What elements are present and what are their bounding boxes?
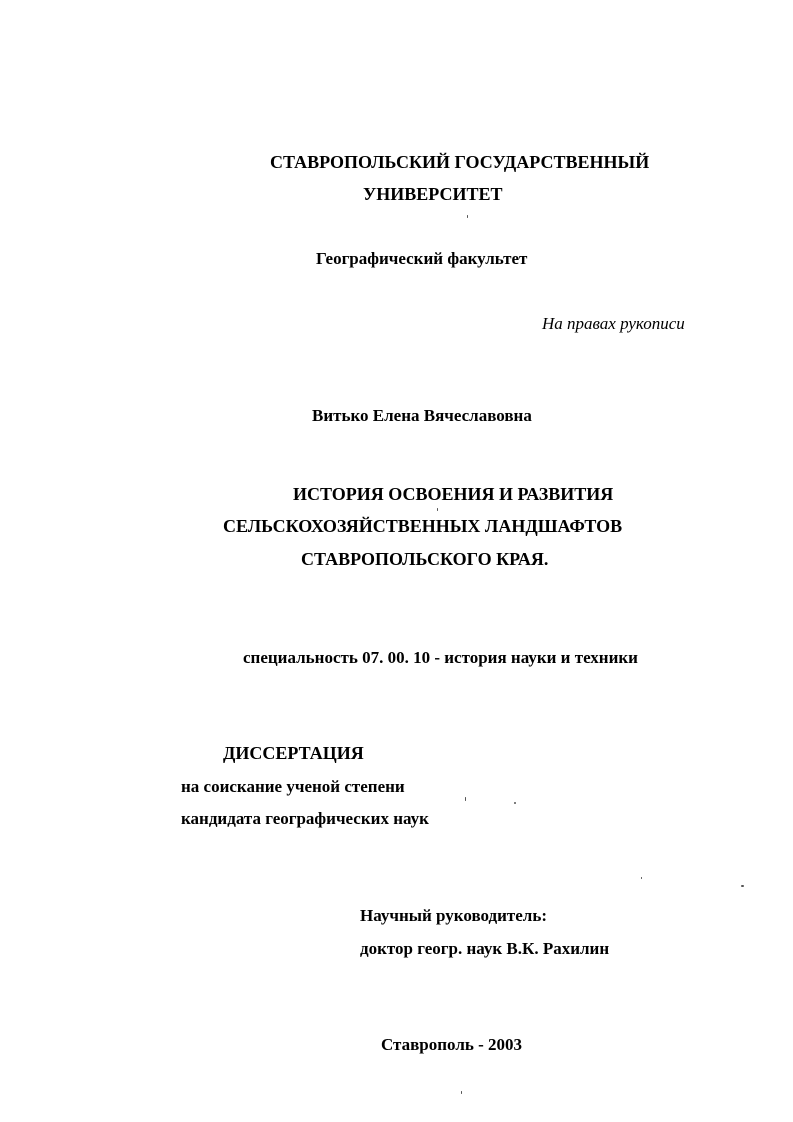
thesis-title-line-2: СЕЛЬСКОХОЗЯЙСТВЕННЫХ ЛАНДШАФТОВ [223,516,623,536]
city-year: Ставрополь - 2003 [381,1035,523,1054]
supervisor-label: Научный руководитель: [360,906,547,925]
scan-speck [461,1091,462,1094]
thesis-title-line-1: ИСТОРИЯ ОСВОЕНИЯ И РАЗВИТИЯ [293,484,614,504]
faculty-name: Географический факультет [316,249,528,268]
supervisor-name: доктор геогр. наук В.К. Рахилин [360,939,610,958]
dissertation-heading: ДИССЕРТАЦИЯ [223,743,364,763]
scan-speck [741,885,744,887]
scan-speck [467,215,468,218]
dissertation-degree-line-2: кандидата географических наук [181,809,429,828]
scan-speck [641,877,642,879]
university-line-1: СТАВРОПОЛЬСКИЙ ГОСУДАРСТВЕННЫЙ [270,152,650,172]
scan-speck [514,802,516,804]
dissertation-degree-line-1: на соискание ученой степени [181,777,405,796]
scan-speck [437,508,438,511]
author-name: Витько Елена Вячеславовна [312,406,532,425]
scan-speck [465,797,466,801]
manuscript-note: На правах рукописи [542,314,685,333]
specialty-line: специальность 07. 00. 10 - история науки и техники [243,648,638,667]
university-line-2: УНИВЕРСИТЕТ [363,184,503,204]
thesis-title-line-3: СТАВРОПОЛЬСКОГО КРАЯ. [301,549,549,569]
